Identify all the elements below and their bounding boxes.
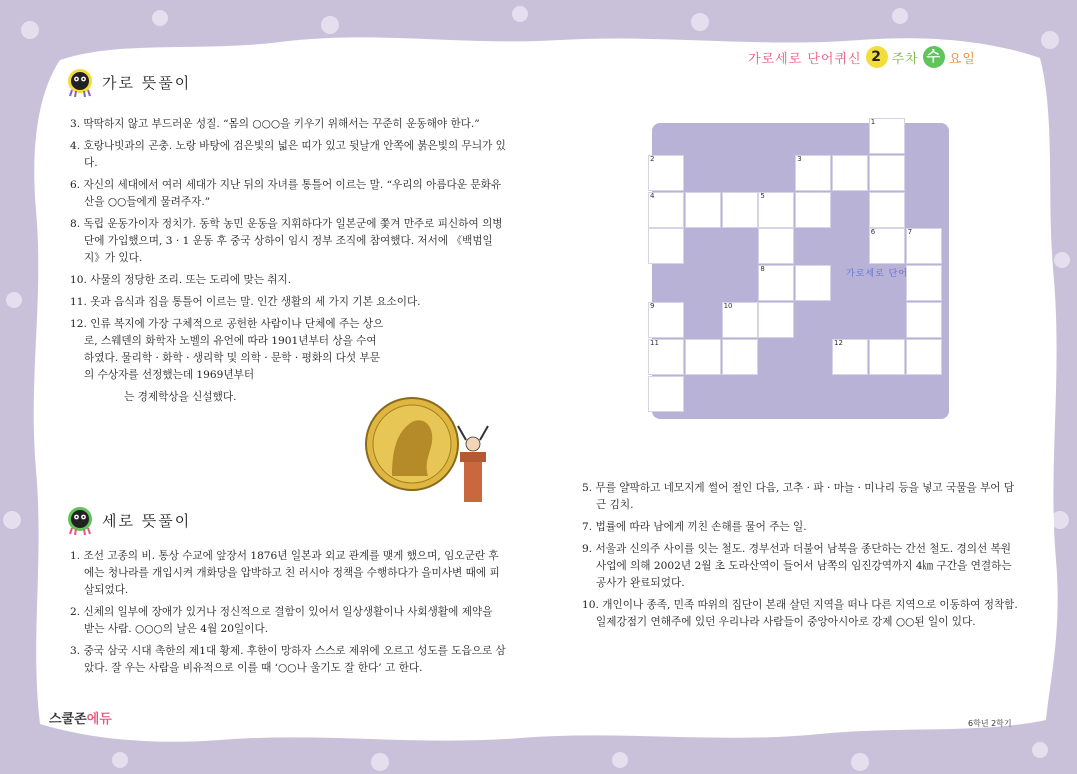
cell-number: 10 — [723, 302, 733, 310]
publisher-logo: 스쿨존에듀 — [49, 712, 112, 727]
crossword-cell[interactable] — [795, 192, 831, 228]
down-section-title — [64, 504, 191, 536]
crossword-cell[interactable] — [758, 302, 794, 338]
crossword-cell[interactable] — [685, 339, 721, 375]
crossword-cell[interactable] — [722, 192, 758, 228]
down-title-text: 세로 뜻풀이 — [102, 511, 192, 530]
day-label: 요일 — [948, 51, 976, 67]
down-clue-3: 3. 중국 삼국 시대 촉한의 제1대 황제. 후한이 망하자 스스로 제위에 오르고 성도를 도읍으로 삼았다. 잘 우는 사람을 비유적으로 이를 때 ‘○○나 울기도 잘 한다’ 고 한다. — [70, 645, 506, 674]
day-badge: 수 — [923, 46, 945, 68]
crossword-cell[interactable] — [722, 339, 758, 375]
down-clue-2: 2. 신체의 일부에 장애가 있거나 정신적으로 결함이 있어서 일상생활이나 사회생활에 제약을 받는 사람. ○○○의 날은 4월 20일이다. — [70, 606, 493, 635]
across-clue-3: 3. 딱딱하지 않고 부드러운 성질. “몸의 ○○○을 키우기 위해서는 꾸준히 운동해야 한다.” — [70, 118, 480, 130]
crossword-cell[interactable] — [648, 192, 684, 228]
across-clue-6: 6. 자신의 세대에서 여러 세대가 지난 뒤의 자녀를 통틀어 이르는 말. “우리의 아름다운 문화유산을 ○○들에게 물려주자.” — [70, 179, 502, 208]
week-number-badge: 2 — [866, 46, 888, 68]
across-clue-4: 4. 호랑나빗과의 곤충. 노랑 바탕에 검은빛의 넓은 띠가 있고 뒷날개 안쪽에 붉은빛의 무늬가 있다. — [70, 140, 506, 169]
cell-number: 11 — [650, 338, 659, 347]
crossword-cell[interactable] — [906, 228, 942, 264]
cell-number: 5 — [760, 191, 765, 200]
grid-watermark: 가로세로 단어 — [846, 269, 909, 279]
down-clue-9: 9. 서울과 신의주 사이를 잇는 철도. 경부선과 더불어 남북을 종단하는 간선 철도. 경의선 복원사업에 의해 2002년 2월 초 도라산역이 들어서 남쪽의 임진강역까지 4㎞ 구간을 연결하는 공사가 완료되었다. — [582, 543, 1012, 589]
crossword-cell[interactable] — [648, 228, 684, 264]
crossword-cell[interactable] — [832, 155, 868, 191]
crossword-cell[interactable] — [869, 155, 905, 191]
cell-number: 8 — [760, 265, 765, 274]
header-title: 가로세로 단어퀴신 — [748, 51, 862, 67]
cell-number: 1 — [870, 118, 876, 126]
cell-number: 3 — [797, 154, 802, 163]
across-title-text: 가로 뜻풀이 — [102, 73, 192, 92]
down-clue-list-left — [66, 548, 506, 682]
crossword-cell[interactable] — [869, 118, 905, 154]
across-clue-12-cont: 는 경제학상을 신설했다. — [124, 391, 237, 403]
across-clue-12: 12. 인류 복지에 가장 구체적으로 공헌한 사람이나 단체에 주는 상으로, 스웨덴의 화학자 노벨의 유언에 따라 1901년부터 상을 수여하였다. 물리학 · 화학 · 생리학 및 의학 · 문학 · 평화의 다섯 부문의 수상자를 선정했는데 1969년부터 — [70, 318, 384, 381]
crossword-cell[interactable] — [795, 155, 831, 191]
crossword-cell[interactable] — [722, 302, 758, 338]
crossword-cell[interactable] — [869, 339, 905, 375]
page-info: 6학년 2학기 — [968, 719, 1012, 728]
crossword-cell[interactable] — [648, 376, 684, 412]
across-clue-11: 11. 옷과 음식과 집을 통틀어 이르는 말. 인간 생활의 세 가지 기본 요소이다. — [70, 296, 421, 308]
across-clue-8: 8. 독립 운동가이자 정치가. 동학 농민 운동을 지휘하다가 일본군에 쫓겨 만주로 피신하여 의병단에 가입했으며, 3 · 1 운동 후 중국 상하이 임시 정부 조직에 참여했다. 저서에 《백범일지》가 있다. — [70, 218, 503, 264]
mascot-icon — [64, 66, 96, 98]
across-clue-10: 10. 사물의 정당한 조리. 또는 도리에 맞는 취지. — [70, 274, 292, 286]
cell-number: 9 — [650, 302, 655, 310]
down-clue-5: 5. 무를 얄팍하고 네모지게 썰어 절인 다음, 고추 · 파 · 마늘 · 미나리 등을 넣고 국물을 부어 담근 김치. — [582, 482, 1015, 511]
crossword-cell[interactable] — [685, 192, 721, 228]
crossword-cell[interactable] — [648, 155, 684, 191]
down-clue-list-right — [578, 480, 1018, 636]
crossword-cell[interactable] — [906, 265, 942, 301]
crossword-cell[interactable] — [869, 192, 905, 228]
down-clue-7: 7. 법률에 따라 남에게 끼친 손해를 물어 주는 일. — [582, 521, 807, 533]
nobel-medal-illustration — [362, 392, 512, 504]
cell-number: 2 — [650, 154, 655, 163]
mascot-icon — [64, 504, 96, 536]
crossword-cell[interactable] — [906, 339, 942, 375]
crossword-cell[interactable] — [795, 265, 831, 301]
across-section-title — [64, 66, 191, 98]
cell-number: 6 — [870, 228, 876, 237]
across-clue-list — [66, 116, 506, 411]
down-clue-1: 1. 조선 고종의 비. 통상 수교에 앞장서 1876년 일본과 외교 관계를 맺게 했으며, 임오군란 후에는 청나라를 개입시켜 개화당을 압박하고 친 러시아 정책을 수행하다가 을미사변 때에 피살되었다. — [70, 550, 500, 596]
week-label: 주차 — [891, 51, 919, 67]
crossword-cell[interactable] — [832, 339, 868, 375]
crossword-cell[interactable] — [648, 339, 684, 375]
crossword-cell[interactable] — [906, 302, 942, 338]
cell-number: 12 — [834, 338, 843, 347]
page-header — [748, 46, 976, 68]
crossword-cell[interactable] — [758, 265, 794, 301]
down-clue-10: 10. 개인이나 종족, 민족 따위의 집단이 본래 살던 지역을 떠나 다른 지역으로 이동하여 정착함. 일제강점기 연해주에 있던 우리나라 사람들이 중앙아시아로 강제 ○○된 일이 있다. — [582, 599, 1018, 628]
crossword-cell[interactable] — [869, 228, 905, 264]
crossword-cell[interactable] — [758, 228, 794, 264]
crossword-cell[interactable] — [758, 192, 794, 228]
cell-number: 7 — [907, 228, 913, 237]
cell-number: 4 — [650, 191, 655, 200]
crossword-cell[interactable] — [648, 302, 684, 338]
